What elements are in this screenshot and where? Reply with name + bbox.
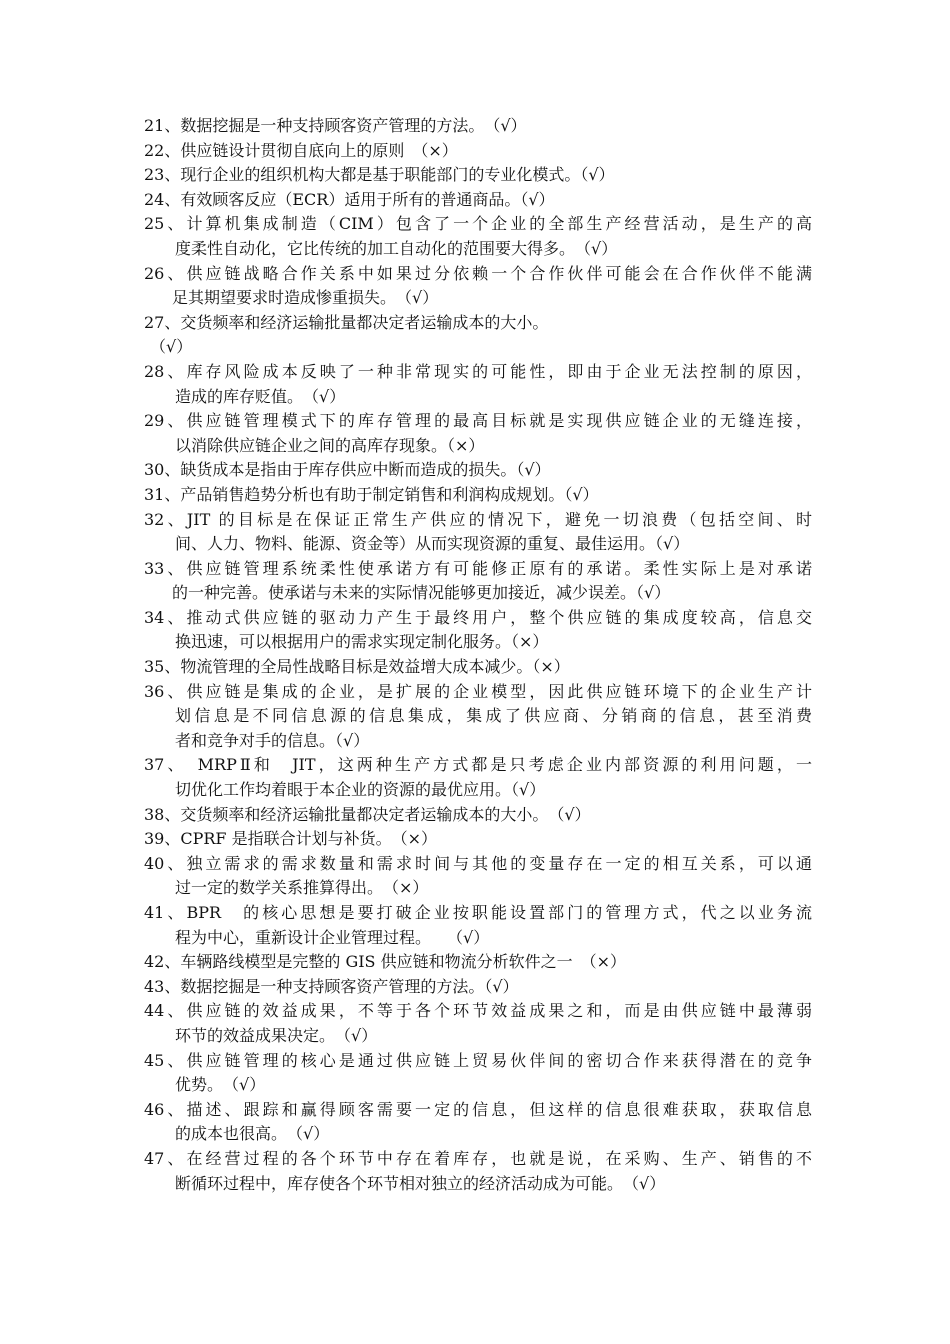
text-line: 26、供应链战略合作关系中如果过分依赖一个合作伙伴可能会在合作伙伴不能满 (144, 263, 812, 283)
text-line: 21、数据挖掘是一种支持顾客资产管理的方法。 （√） (144, 116, 527, 135)
text-line: 35、物流管理的全局性战略目标是效益增大成本减少。（×） (144, 657, 570, 677)
text-line: 33、供应链管理系统柔性使承诺方有可能修正原有的承诺。柔性实际上是对承诺 (144, 558, 812, 578)
text-line: 45、供应链管理的核心是通过供应链上贸易伙伴间的密切合作来获得潜在的竞争 (144, 1050, 812, 1070)
document-body (144, 114, 812, 1196)
text-line: 29、供应链管理模式下的库存管理的最高目标就是实现供应链企业的无缝连接， (144, 411, 812, 431)
text-line: 造成的库存贬值。 （√） (175, 386, 346, 406)
text-line: 以消除供应链企业之间的高库存现象。（×） (175, 435, 485, 455)
text-line: 的成本也很高。 （√） (175, 1124, 330, 1144)
text-line: 34、推动式供应链的驱动力产生于最终用户，整个供应链的集成度较高，信息交 (144, 607, 812, 627)
text-line: 24、有效顾客反应（ECR）适用于所有的普通商品。（√） (144, 189, 555, 209)
text-line: 环节的效益成果决定。 （√） (175, 1025, 378, 1045)
text-line: 优势。 （√） (175, 1075, 266, 1095)
text-line: 30、缺货成本是指由于库存供应中断而造成的损失。（√） (144, 460, 551, 480)
text-line: 切优化工作均着眼于本企业的资源的最优应用。（√） (175, 780, 546, 800)
text-line: 者和竞争对手的信息。（√） (175, 730, 370, 750)
text-line: 23、现行企业的组织机构大都是基于职能部门的专业化模式。（√） (144, 165, 615, 185)
text-line: 32、JIT 的目标是在保证正常生产供应的情况下，避免一切浪费（包括空间、时 (144, 509, 812, 529)
text-line: 36、供应链是集成的企业，是扩展的企业模型，因此供应链环境下的企业生产计 (144, 681, 812, 701)
text-line: 25、计算机集成制造（CIM）包含了一个企业的全部生产经营活动，是生产的高 (144, 214, 812, 234)
text-line: 46、描述、跟踪和赢得顾客需要一定的信息，但这样的信息很难获取，获取信息 (144, 1099, 812, 1119)
text-line: 38、交货频率和经济运输批量都决定者运输成本的大小。 （√） (144, 804, 591, 824)
text-line: 47、在经营过程的各个环节中存在着库存，也就是说，在采购、生产、销售的不 (144, 1148, 812, 1168)
text-line: 过一定的数学关系推算得出。 （×） (175, 878, 429, 898)
text-line: 44、供应链的效益成果，不等于各个环节效益成果之和，而是由供应链中最薄弱 (144, 1001, 812, 1021)
text-line: 换迅速，可以根据用户的需求实现定制化服务。（×） (175, 632, 549, 652)
text-line: 41、BPR 的核心思想是要打破企业按职能设置部门的管理方式，代之以业务流 (144, 903, 812, 922)
text-line: 43、数据挖掘是一种支持顾客资产管理的方法。（√） (144, 976, 519, 996)
text-line: 足其期望要求时造成惨重损失。 （√） (172, 288, 439, 308)
text-line: （√） (150, 337, 193, 357)
text-line: 40、独立需求的需求数量和需求时间与其他的变量存在一定的相互关系，可以通 (144, 853, 812, 873)
text-line: 31、产品销售趋势分析也有助于制定销售和利润构成规划。（√） (144, 484, 599, 504)
text-line: 28、库存风险成本反映了一种非常现实的可能性，即由于企业无法控制的原因， (144, 361, 812, 381)
text-line: 22、供应链设计贯彻自底向上的原则 （×） (144, 140, 458, 160)
text-line: 断循环过程中，库存使各个环节相对独立的经济活动成为可能。 （√） (175, 1173, 666, 1193)
text-line: 27、交货频率和经济运输批量都决定者运输成本的大小。 (144, 312, 549, 332)
text-line: 划信息是不同信息源的信息集成，集成了供应商、分销商的信息，甚至消费 (175, 706, 812, 726)
text-line: 程为中心，重新设计企业管理过程。 （√） (175, 927, 490, 947)
text-line: 的一种完善。使承诺与未来的实际情况能够更加接近，减少误差。（√） (172, 583, 671, 603)
text-line: 度柔性自动化，它比传统的加工自动化的范围要大得多。 （√） (175, 238, 618, 258)
text-line: 间、人力、物料、能源、资金等）从而实现资源的重复、最佳运用。（√） (175, 534, 690, 554)
text-line: 39、CPRF 是指联合计划与补货。 （×） (144, 829, 438, 849)
text-line: 42、车辆路线模型是完整的 GIS 供应链和物流分析软件之一 （×） (144, 952, 627, 972)
text-line: 37、 MRPⅡ和 JIT，这两种生产方式都是只考虑企业内部资源的利用问题，一 (144, 755, 812, 775)
